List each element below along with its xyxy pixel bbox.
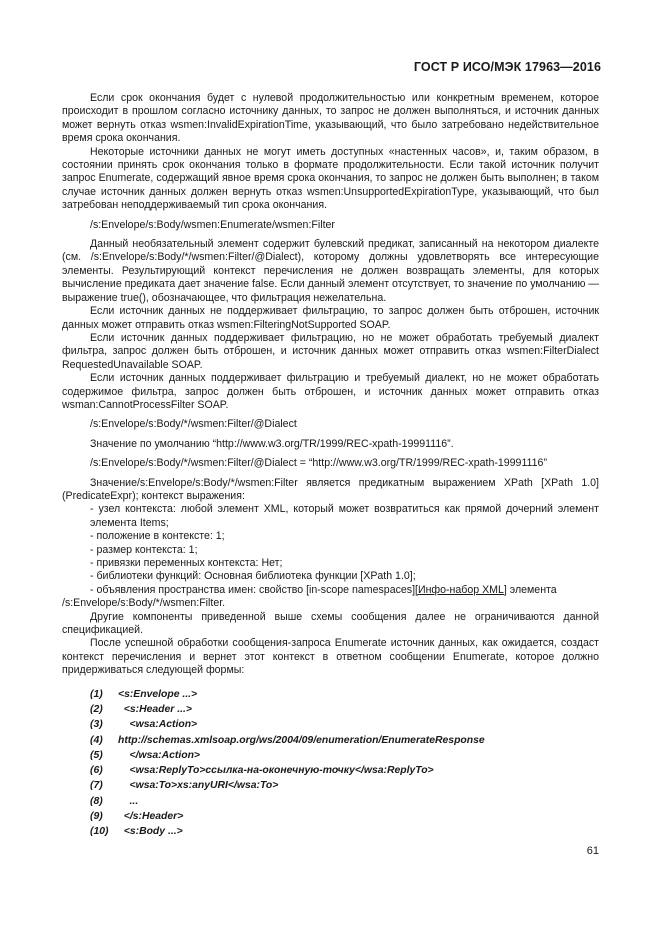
paragraph: Если источник данных не поддерживает фильтрацию, то запрос должен быть отброшен, источник данных может отправить отказ wsmen:FilteringNotSupported SOAP.: [62, 305, 599, 331]
code-line-text: <s:Envelope ...>: [118, 688, 198, 700]
list-item: - узел контекста: любой элемент XML, который может возвратиться как прямой дочерний элемент элемента Items;: [90, 503, 599, 529]
code-line-text: <wsa:To>xs:anyURI</wsa:To>: [118, 780, 279, 792]
code-line: [90, 688, 599, 703]
list-item: - привязки переменных контекста: Нет;: [90, 557, 283, 569]
code-line-text: ...: [118, 795, 139, 807]
paragraph: Если источник данных поддерживает фильтрацию и требуемый диалект, но не может обработать содержимое фильтра, запрос должен быть отброшен, и источник данных может отправить отказ wsman:CannotProcessFilter SOAP.: [62, 372, 599, 411]
code-line-number: (2): [90, 703, 103, 715]
paragraph: Данный необязательный элемент содержит булевский предикат, записанный на некотором диалекте (см. /s:Envelope/s:Body/*/wsmen:Filter/@Dialect), которому должны удовлетворять все интересующие элементы. Результирующий контекст перечисления не должен возвращать элементы, для которых вычисление предиката дает значение false. Если данный элемент отсутствует, то значение по умолчанию — выражение true(), обозначающее, что фильтрация нежелательна.: [62, 238, 599, 304]
code-line-text: <s:Body ...>: [118, 826, 183, 838]
paragraph: После успешной обработки сообщения-запроса Enumerate источник данных, как ожидается, создаст контекст перечисления и вернет этот контекст в ответном сообщении Enumerate, которое должно придерживаться следующей формы:: [62, 637, 599, 677]
list-item-namespaces: [62, 584, 599, 597]
list-item: - размер контекста: 1;: [90, 543, 198, 556]
code-line-number: (7): [90, 780, 103, 792]
code-line: [90, 703, 599, 718]
paragraph: /s:Envelope/s:Body/*/wsmen:Filter.: [62, 597, 226, 610]
paragraph: Другие компоненты приведенной выше схемы сообщения далее не ограничиваются данной спецификацией.: [62, 610, 599, 637]
code-line-text: <wsa:ReplyTo>ссылка-на-оконечную-точку</wsa:ReplyTo>: [118, 765, 434, 777]
code-line-number: (4): [90, 734, 103, 746]
code-line: [90, 779, 599, 794]
document-body: [62, 92, 599, 841]
paragraph: Некоторые источники данных не могут иметь доступных «настенных часов», и, таким образом, в состоянии принять срок окончания только в формате продолжительности. Если такой источник получит запрос Enumerate, содержащий явное время срока окончания, то запрос не должен быть выполнен; в таком случае источник данных должен вернуть отказ wsmen:UnsupportedExpirationType, указывающий, что был затребован неподдерживаемый тип срока окончания.: [62, 145, 599, 212]
code-line-number: (10): [90, 826, 109, 838]
xpath-heading: /s:Envelope/s:Body/*/wsmen:Filter/@Dialect: [90, 418, 297, 431]
xpath-heading: /s:Envelope/s:Body/wsmen:Enumerate/wsmen:Filter: [90, 218, 335, 231]
code-line-number: (9): [90, 811, 103, 823]
list-item: - библиотеки функций: Основная библиотека функции [XPath 1.0];: [90, 570, 416, 583]
code-line: [90, 795, 599, 810]
code-line: [90, 718, 599, 733]
code-line-text: <wsa:Action>: [118, 719, 198, 731]
code-line-text: </s:Header>: [118, 811, 184, 823]
code-line-text: http://schemas.xmlsoap.org/ws/2004/09/enumeration/EnumerateResponse: [118, 734, 485, 746]
code-line: [90, 764, 599, 779]
xml-infoset-link[interactable]: [Инфо-набор XML]: [415, 583, 507, 596]
code-line-text: </wsa:Action>: [118, 749, 200, 761]
ns-text: - объявления пространства имен: свойство [in-scope namespaces]: [90, 583, 416, 596]
code-line: [90, 810, 599, 825]
code-line-number: (5): [90, 749, 103, 761]
standard-header: ГОСТ Р ИСО/МЭК 17963—2016: [413, 60, 601, 74]
code-line: [90, 734, 599, 749]
xpath-heading: /s:Envelope/s:Body/*/wsmen:Filter/@Dialect = “http://www.w3.org/TR/1999/REC-xpath-19991116”: [90, 457, 547, 470]
code-line-number: (8): [90, 795, 103, 807]
page-number: 61: [586, 845, 599, 857]
paragraph: Если срок окончания будет с нулевой продолжительностью или конкретным временем, которое происходит в прошлом согласно источнику данных, то запрос не должен выполняться, и источник данных может вернуть отказ wsmen:InvalidExpirationTime, указывающий, что было затребовано недействительное время срока окончания.: [62, 92, 599, 145]
paragraph: Значение/s:Envelope/s:Body/*/wsmen:Filter является предикатным выражением XPath [XPath 1.0] (PredicateExpr); контекст выражения:: [62, 476, 599, 502]
code-line-number: (3): [90, 719, 103, 731]
paragraph: Если источник данных поддерживает фильтрацию, но не может обработать требуемый диалект фильтра, запрос должен быть отброшен, и источник данных может отправить отказ wsmen:FilterDialect RequestedUnavailable SOAP.: [62, 331, 599, 371]
list-item: - положение в контексте: 1;: [90, 530, 225, 543]
code-line-number: (1): [90, 688, 103, 700]
code-line-text: <s:Header ...>: [118, 703, 192, 715]
code-line-number: (6): [90, 765, 103, 777]
code-line: [90, 825, 599, 840]
code-listing: [62, 688, 599, 841]
code-line: [90, 749, 599, 764]
paragraph: Значение по умолчанию “http://www.w3.org/TR/1999/REC-xpath-19991116”.: [90, 437, 454, 450]
ns-text: элемента: [506, 583, 557, 596]
